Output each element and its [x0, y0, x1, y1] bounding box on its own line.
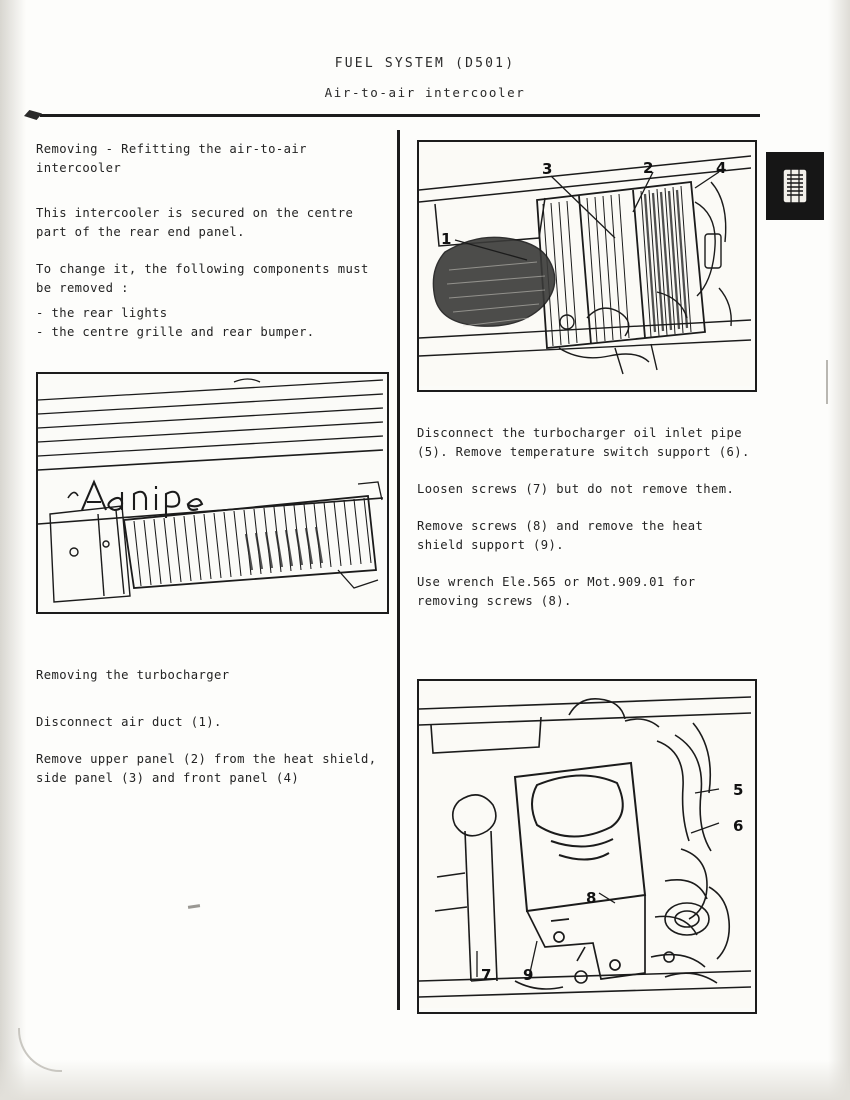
- left-para-2: To change it, the following components must be removed :: [36, 262, 369, 295]
- right-para-1: Disconnect the turbocharger oil inlet pipe (5). Remove temperature switch support (6).: [417, 426, 750, 459]
- figure-turbocharger-photo: [417, 679, 757, 1014]
- left-column-lower: [36, 666, 396, 806]
- page-header: [0, 56, 850, 100]
- scan-edge-right: [828, 0, 850, 1100]
- right-para-2: Loosen screws (7) but do not remove them.: [417, 482, 735, 496]
- callout-7: 7: [481, 966, 492, 984]
- callout-8: 8: [586, 889, 597, 907]
- figure-grille-alpine: [36, 372, 389, 614]
- right-para-4: Use wrench Ele.565 or Mot.909.01 for removing screws (8).: [417, 575, 696, 608]
- header-rule-tick: [24, 110, 42, 120]
- left-heading-2: Removing the turbocharger: [36, 668, 230, 682]
- left-column: [36, 140, 386, 342]
- column-divider: [397, 130, 400, 1010]
- figure-intercooler-photo: [417, 140, 757, 392]
- callout-9: 9: [523, 966, 534, 984]
- callout-4: 4: [716, 159, 727, 177]
- left-para-3: Disconnect air duct (1).: [36, 715, 222, 729]
- left-bullet-1: - the rear lights: [36, 306, 168, 320]
- left-para-4: Remove upper panel (2) from the heat shield, side panel (3) and front panel (4): [36, 752, 377, 785]
- left-bullet-2: - the centre grille and rear bumper.: [36, 325, 315, 339]
- left-para-1: This intercooler is secured on the centre part of the rear end panel.: [36, 206, 354, 239]
- right-column: [417, 424, 757, 629]
- engine-badge-icon: [766, 152, 824, 220]
- scan-edge-left: [0, 0, 26, 1100]
- margin-mark: [826, 360, 828, 404]
- page-corner-arc: [18, 1028, 62, 1072]
- callout-3: 3: [542, 160, 553, 178]
- left-heading: Removing - Refitting the air-to-air intercooler: [36, 142, 307, 175]
- callout-6: 6: [733, 817, 744, 835]
- header-rule: [40, 114, 760, 117]
- header-subtitle: Air-to-air intercooler: [324, 85, 526, 100]
- margin-smudge: [188, 904, 200, 909]
- scan-edge-bottom: [0, 1060, 850, 1100]
- right-para-3: Remove screws (8) and remove the heat shield support (9).: [417, 519, 704, 552]
- header-title: FUEL SYSTEM (D501): [334, 56, 516, 71]
- callout-1: 1: [441, 230, 452, 248]
- callout-5: 5: [733, 781, 744, 799]
- callout-2: 2: [643, 159, 654, 177]
